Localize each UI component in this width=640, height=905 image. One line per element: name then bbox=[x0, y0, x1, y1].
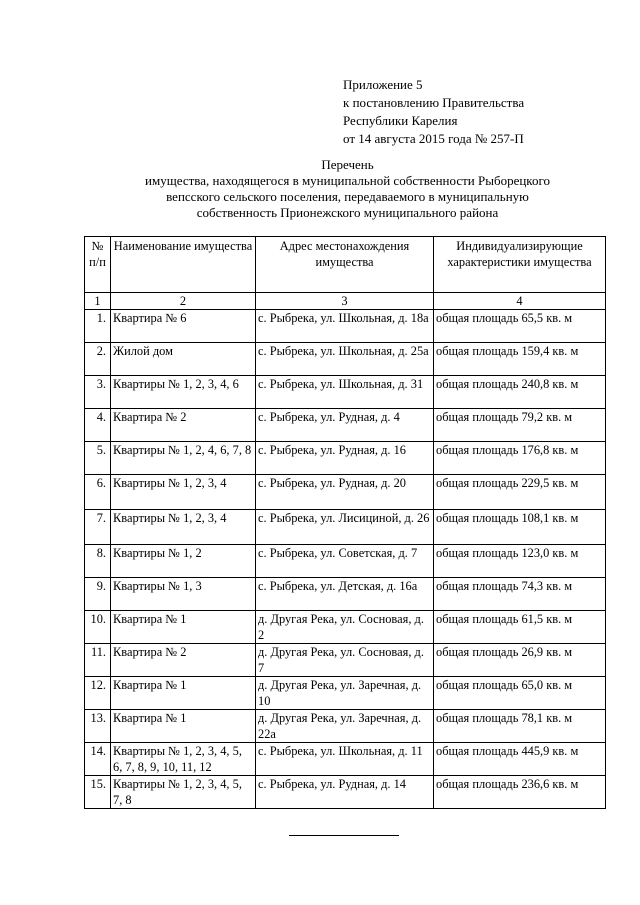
row-number: 4. bbox=[85, 409, 111, 442]
table-row bbox=[85, 743, 606, 776]
column-number: 3 bbox=[256, 293, 434, 310]
column-number: 2 bbox=[111, 293, 256, 310]
property-characteristics: общая площадь 123,0 кв. м bbox=[434, 545, 606, 578]
table-row bbox=[85, 343, 606, 376]
property-characteristics: общая площадь 159,4 кв. м bbox=[434, 343, 606, 376]
property-address: с. Рыбрека, ул. Школьная, д. 25а bbox=[256, 343, 434, 376]
header-address: Адрес местонахождения имущества bbox=[256, 237, 434, 293]
table-row bbox=[85, 442, 606, 475]
column-number: 4 bbox=[434, 293, 606, 310]
table-row bbox=[85, 545, 606, 578]
table-row bbox=[85, 376, 606, 409]
row-number: 1. bbox=[85, 310, 111, 343]
property-characteristics: общая площадь 65,0 кв. м bbox=[434, 677, 606, 710]
property-address: д. Другая Река, ул. Заречная, д. 22а bbox=[256, 710, 434, 743]
property-address: с. Рыбрека, ул. Рудная, д. 14 bbox=[256, 776, 434, 809]
property-address: д. Другая Река, ул. Сосновая, д. 2 bbox=[256, 611, 434, 644]
annex-authority: Республики Карелия bbox=[343, 113, 458, 128]
property-name: Квартиры № 1, 3 bbox=[111, 578, 256, 611]
property-characteristics: общая площадь 240,8 кв. м bbox=[434, 376, 606, 409]
title-line-2: имущества, находящегося в муниципальной собственности Рыборецкого bbox=[145, 173, 550, 188]
row-number: 10. bbox=[85, 611, 111, 644]
table-row bbox=[85, 710, 606, 743]
property-name: Квартира № 1 bbox=[111, 677, 256, 710]
header-characteristics: Индивидуализирующие характеристики имущества bbox=[434, 237, 606, 293]
property-address: с. Рыбрека, ул. Лисициной, д. 26 bbox=[256, 510, 434, 545]
property-name: Квартира № 1 bbox=[111, 710, 256, 743]
column-number: 1 bbox=[85, 293, 111, 310]
table-row bbox=[85, 510, 606, 545]
row-number: 15. bbox=[85, 776, 111, 809]
property-address: с. Рыбрека, ул. Рудная, д. 16 bbox=[256, 442, 434, 475]
property-address: с. Рыбрека, ул. Советская, д. 7 bbox=[256, 545, 434, 578]
column-number-row bbox=[85, 293, 606, 310]
property-table bbox=[84, 236, 606, 809]
row-number: 7. bbox=[85, 510, 111, 545]
row-number: 13. bbox=[85, 710, 111, 743]
row-number: 5. bbox=[85, 442, 111, 475]
property-characteristics: общая площадь 176,8 кв. м bbox=[434, 442, 606, 475]
property-address: с. Рыбрека, ул. Школьная, д. 31 bbox=[256, 376, 434, 409]
property-address: с. Рыбрека, ул. Рудная, д. 4 bbox=[256, 409, 434, 442]
table-row bbox=[85, 611, 606, 644]
annex-number: Приложение 5 bbox=[343, 77, 423, 92]
property-name: Жилой дом bbox=[111, 343, 256, 376]
table-row bbox=[85, 409, 606, 442]
document-title bbox=[90, 157, 605, 221]
table-row bbox=[85, 310, 606, 343]
property-characteristics: общая площадь 236,6 кв. м bbox=[434, 776, 606, 809]
property-name: Квартиры № 1, 2, 3, 4 bbox=[111, 510, 256, 545]
property-address: д. Другая Река, ул. Заречная, д. 10 bbox=[256, 677, 434, 710]
row-number: 14. bbox=[85, 743, 111, 776]
property-characteristics: общая площадь 445,9 кв. м bbox=[434, 743, 606, 776]
table-row bbox=[85, 475, 606, 510]
property-characteristics: общая площадь 79,2 кв. м bbox=[434, 409, 606, 442]
table-row bbox=[85, 578, 606, 611]
property-characteristics: общая площадь 61,5 кв. м bbox=[434, 611, 606, 644]
row-number: 2. bbox=[85, 343, 111, 376]
header-num: № п/п bbox=[85, 237, 111, 293]
property-characteristics: общая площадь 78,1 кв. м bbox=[434, 710, 606, 743]
title-heading: Перечень bbox=[321, 157, 374, 172]
property-characteristics: общая площадь 108,1 кв. м bbox=[434, 510, 606, 545]
property-characteristics: общая площадь 229,5 кв. м bbox=[434, 475, 606, 510]
property-address: д. Другая Река, ул. Сосновая, д. 7 bbox=[256, 644, 434, 677]
annex-reference bbox=[343, 76, 524, 148]
property-name: Квартиры № 1, 2, 4, 6, 7, 8 bbox=[111, 442, 256, 475]
property-address: с. Рыбрека, ул. Детская, д. 16а bbox=[256, 578, 434, 611]
property-name: Квартира № 2 bbox=[111, 644, 256, 677]
property-name: Квартира № 1 bbox=[111, 611, 256, 644]
row-number: 9. bbox=[85, 578, 111, 611]
property-characteristics: общая площадь 74,3 кв. м bbox=[434, 578, 606, 611]
table-header-row bbox=[85, 237, 606, 293]
annex-decree: к постановлению Правительства bbox=[343, 95, 525, 110]
row-number: 6. bbox=[85, 475, 111, 510]
table-row bbox=[85, 677, 606, 710]
property-name: Квартиры № 1, 2, 3, 4 bbox=[111, 475, 256, 510]
property-name: Квартиры № 1, 2, 3, 4, 5, 6, 7, 8, 9, 10, 11, 12 bbox=[111, 743, 256, 776]
property-address: с. Рыбрека, ул. Школьная, д. 11 bbox=[256, 743, 434, 776]
row-number: 8. bbox=[85, 545, 111, 578]
annex-date: от 14 августа 2015 года № 257-П bbox=[343, 131, 524, 146]
property-name: Квартира № 6 bbox=[111, 310, 256, 343]
title-line-3: вепсского сельского поселения, передаваемого в муниципальную bbox=[166, 189, 529, 204]
title-line-4: собственность Прионежского муниципального района bbox=[196, 205, 499, 220]
row-number: 11. bbox=[85, 644, 111, 677]
row-number: 12. bbox=[85, 677, 111, 710]
property-address: с. Рыбрека, ул. Школьная, д. 18а bbox=[256, 310, 434, 343]
property-characteristics: общая площадь 26,9 кв. м bbox=[434, 644, 606, 677]
closing-separator-line bbox=[289, 835, 399, 836]
table-row bbox=[85, 644, 606, 677]
property-characteristics: общая площадь 65,5 кв. м bbox=[434, 310, 606, 343]
row-number: 3. bbox=[85, 376, 111, 409]
table-row bbox=[85, 776, 606, 809]
property-address: с. Рыбрека, ул. Рудная, д. 20 bbox=[256, 475, 434, 510]
property-name: Квартиры № 1, 2 bbox=[111, 545, 256, 578]
header-name: Наименование имущества bbox=[111, 237, 256, 293]
property-name: Квартира № 2 bbox=[111, 409, 256, 442]
property-name: Квартиры № 1, 2, 3, 4, 5, 7, 8 bbox=[111, 776, 256, 809]
property-name: Квартиры № 1, 2, 3, 4, 6 bbox=[111, 376, 256, 409]
